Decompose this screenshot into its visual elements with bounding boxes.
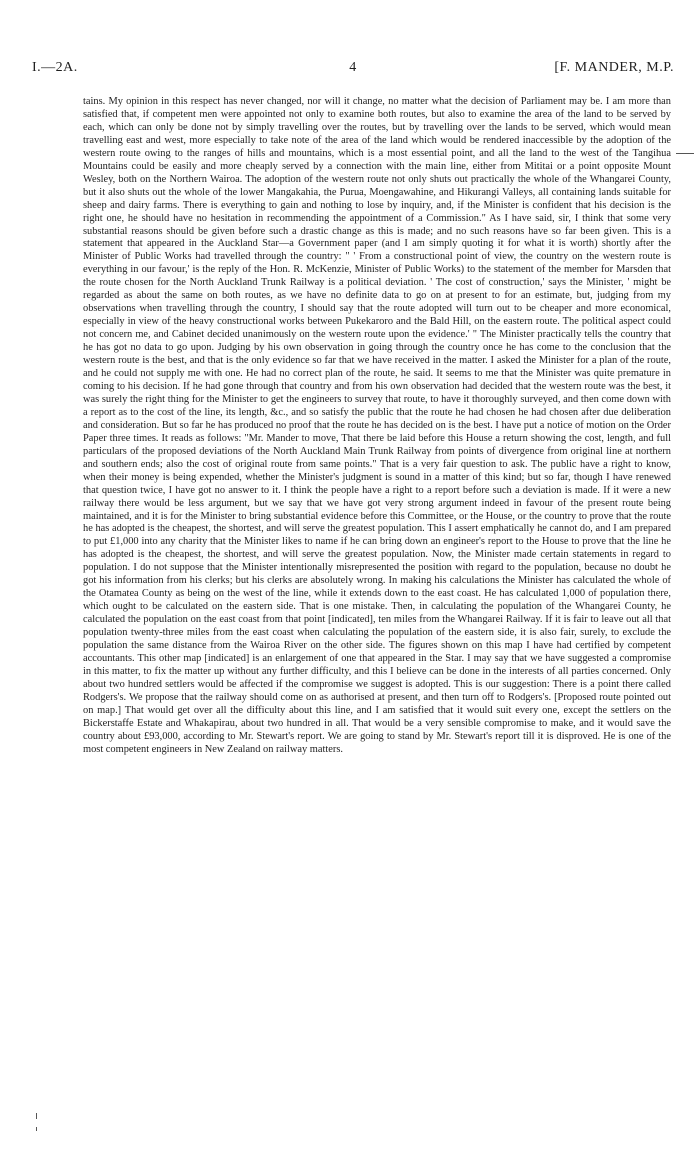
page-header xyxy=(32,60,674,84)
speech-body xyxy=(83,96,671,757)
speaker-name: [F. MANDER, M.P. xyxy=(554,60,674,75)
speech-paragraph: tains. My opinion in this respect has never changed, nor will it change, no matter what the decision of Parliament may be. I am more than satisfied that, if competent men were appointed not only to examine both routes, but also to examine the area of the land to be served by each, which can only be done not by simply travelling over the routes, but by travelling over the lands to be served, which would mean travelling east and west, more especially to take note of the area of the land which would be rendered inaccessible by the adoption of the western route owing to the ranges of hills and mountains, which is a most essential point, and all the land to the west of the Tangihua Mountains could be easily and more cheaply served by a connection with the main line, either from Mititai or a point opposite Mount Wesley, both on the Northern Wairoa. The adoption of the western route not only shuts out practically the whole of the Whangarei County, but it also shuts out the whole of the lower Mangakahia, the Purua, Moengawahine, and Hikurangi Valleys, all containing lands suitable for sheep and dairy farms. There is everything to gain and nothing to lose by inquiry, and, if the Minister is confident that his decision is the right one, he should have no hesitation in recommending the appointment of a Commission." As I have said, sir, I think that some very substantial reasons should be given before such a drastic change as this is made; and no such reasons have so far been given. This is a statement that appeared in the Auckland Star—a Government paper (and I am simply quoting it for what it is worth) shortly after the Minister of Public Works had travelled through the country: " ' From a constructional point of view, the country on the western route is everything in our favour,' is the reply of the Hon. R. McKenzie, Minister of Public Works) to the statement of the member for Marsden that the route chosen for the North Auckland Trunk Railway is a political deviation. ' The cost of construction,' says the Minister, ' might be regarded as about the same on both routes, as we have no definite data to go on at present to for an estimate, but, judging from my observations when travelling through the country, I should say that the route adopted will turn out to be cheaper and more economical, especially in view of the heavy constructional works between Pukekaroro and the Bald Hill, on the eastern route. The political aspect could not concern me, and Cabinet decided unanimously on the western route upon the evidence.' " The Minister practically tells the country that he has got no data to go upon. Judging by his own observation in going through the country once he has come to the conclusion that the western route is the best, and that is the only evidence so far that we have received in the matter. I asked the Minister for a plan of the route, and he could not supply me with one. He had no correct plan of the route, he said. It seems to me that the Minister was quite premature in coming to his decision. If he had gone through that country and from his own observation had decided that the western route was the best, it was surely the right thing for the Minister to get the engineers to survey that route, to have it thoroughly surveyed, and then come down with a report as to the cost of the line, its length, &c., and so satisfy the public that the route he had chosen he had chosen after due deliberation and consideration. But so far he has produced no proof that the route he has decided on is the best. I have put a notice of motion on the Order Paper three times. It reads as follows: "Mr. Mander to move, That there be laid before this House a return showing the cost, length, and full particulars of the proposed deviations of the North Auckland Main Trunk Railway from points of divergence from original line at northern and southern ends; also the cost of original route from same points." That is a very fair question to ask. The public have a right to know, when their money is being expended, whether the Minister's judgment is sound in a matter of this kind; but so far, though I have renewed that question twice, I have got no answer to it. I think the people have a right to a report before such a deviation is made. If it were a new railway there would be less argument, but we say that we have got very strong argument indeed in favour of the present route being maintained, and it is for the Minister to bring substantial evidence before this Committee, or the House, or the country to prove that the route he has adopted is the cheapest, the shortest, and will serve the greatest population. This I assert emphatically he cannot do, and I am prepared to put £1,000 into any charity that the Minister likes to name if he can bring down an engineer's report to the House to prove that the line he has adopted is the cheapest, the shortest, and will serve the greatest population. Now, the Minister made certain statements in regard to population. I do not suppose that the Minister intentionally misrepresented the position with regard to the population, because no doubt he got his information from his clerks; but his clerks are absolutely wrong. In making his calculations the Minister has calculated the whole of the Otamatea County as being on the west of the line, while it extends down to the east coast. He has calculated 1,000 of population there, which ought to be calculated on the eastern side. That is one mistake. Then, in calculating the population of the Whangarei County, he calculated the population on the east coast from that point [indicated], ten miles from the Whangarei Railway. If it is fair to leave out all that population twenty-three miles from the east coast when calculating the population of the eastern side, it is also fair, surely, to exclude the population the same distance from the Wairoa River on the other side. The figures shown on this map I have had certified by competent accountants. This other map [indicated] is an enlargement of one that appeared in the Star. I may say that we have suggested a compromise in this matter, to fix the matter up without any further difficulty, and this I believe can be done in the interests of all parties concerned. Only about two hundred settlers would be affected if the compromise we suggest is adopted. This is our suggestion: There is a point there called Rodgers's. We propose that the railway should come on as authorised at present, and then turn off to Rodgers's. [Proposed route pointed out on map.] That would get over all the difficulty about this line, and I am satisfied that it would suit every one, except the settlers on the Bickerstaffe Estate and Whakapirau, about two hundred in all. That would be a very sensible compromise to make, and it would save the country about £93,000, according to Mr. Stewart's report. We are going to stand by Mr. Stewart's report till it is disproved. He is one of the most competent engineers in New Zealand on railway matters. xyxy=(83,96,671,755)
page-number: 4 xyxy=(349,60,357,75)
margin-mark xyxy=(676,153,694,154)
document-reference: I.—2A. xyxy=(32,60,78,75)
margin-tick xyxy=(36,1113,37,1119)
margin-tick xyxy=(36,1127,37,1131)
